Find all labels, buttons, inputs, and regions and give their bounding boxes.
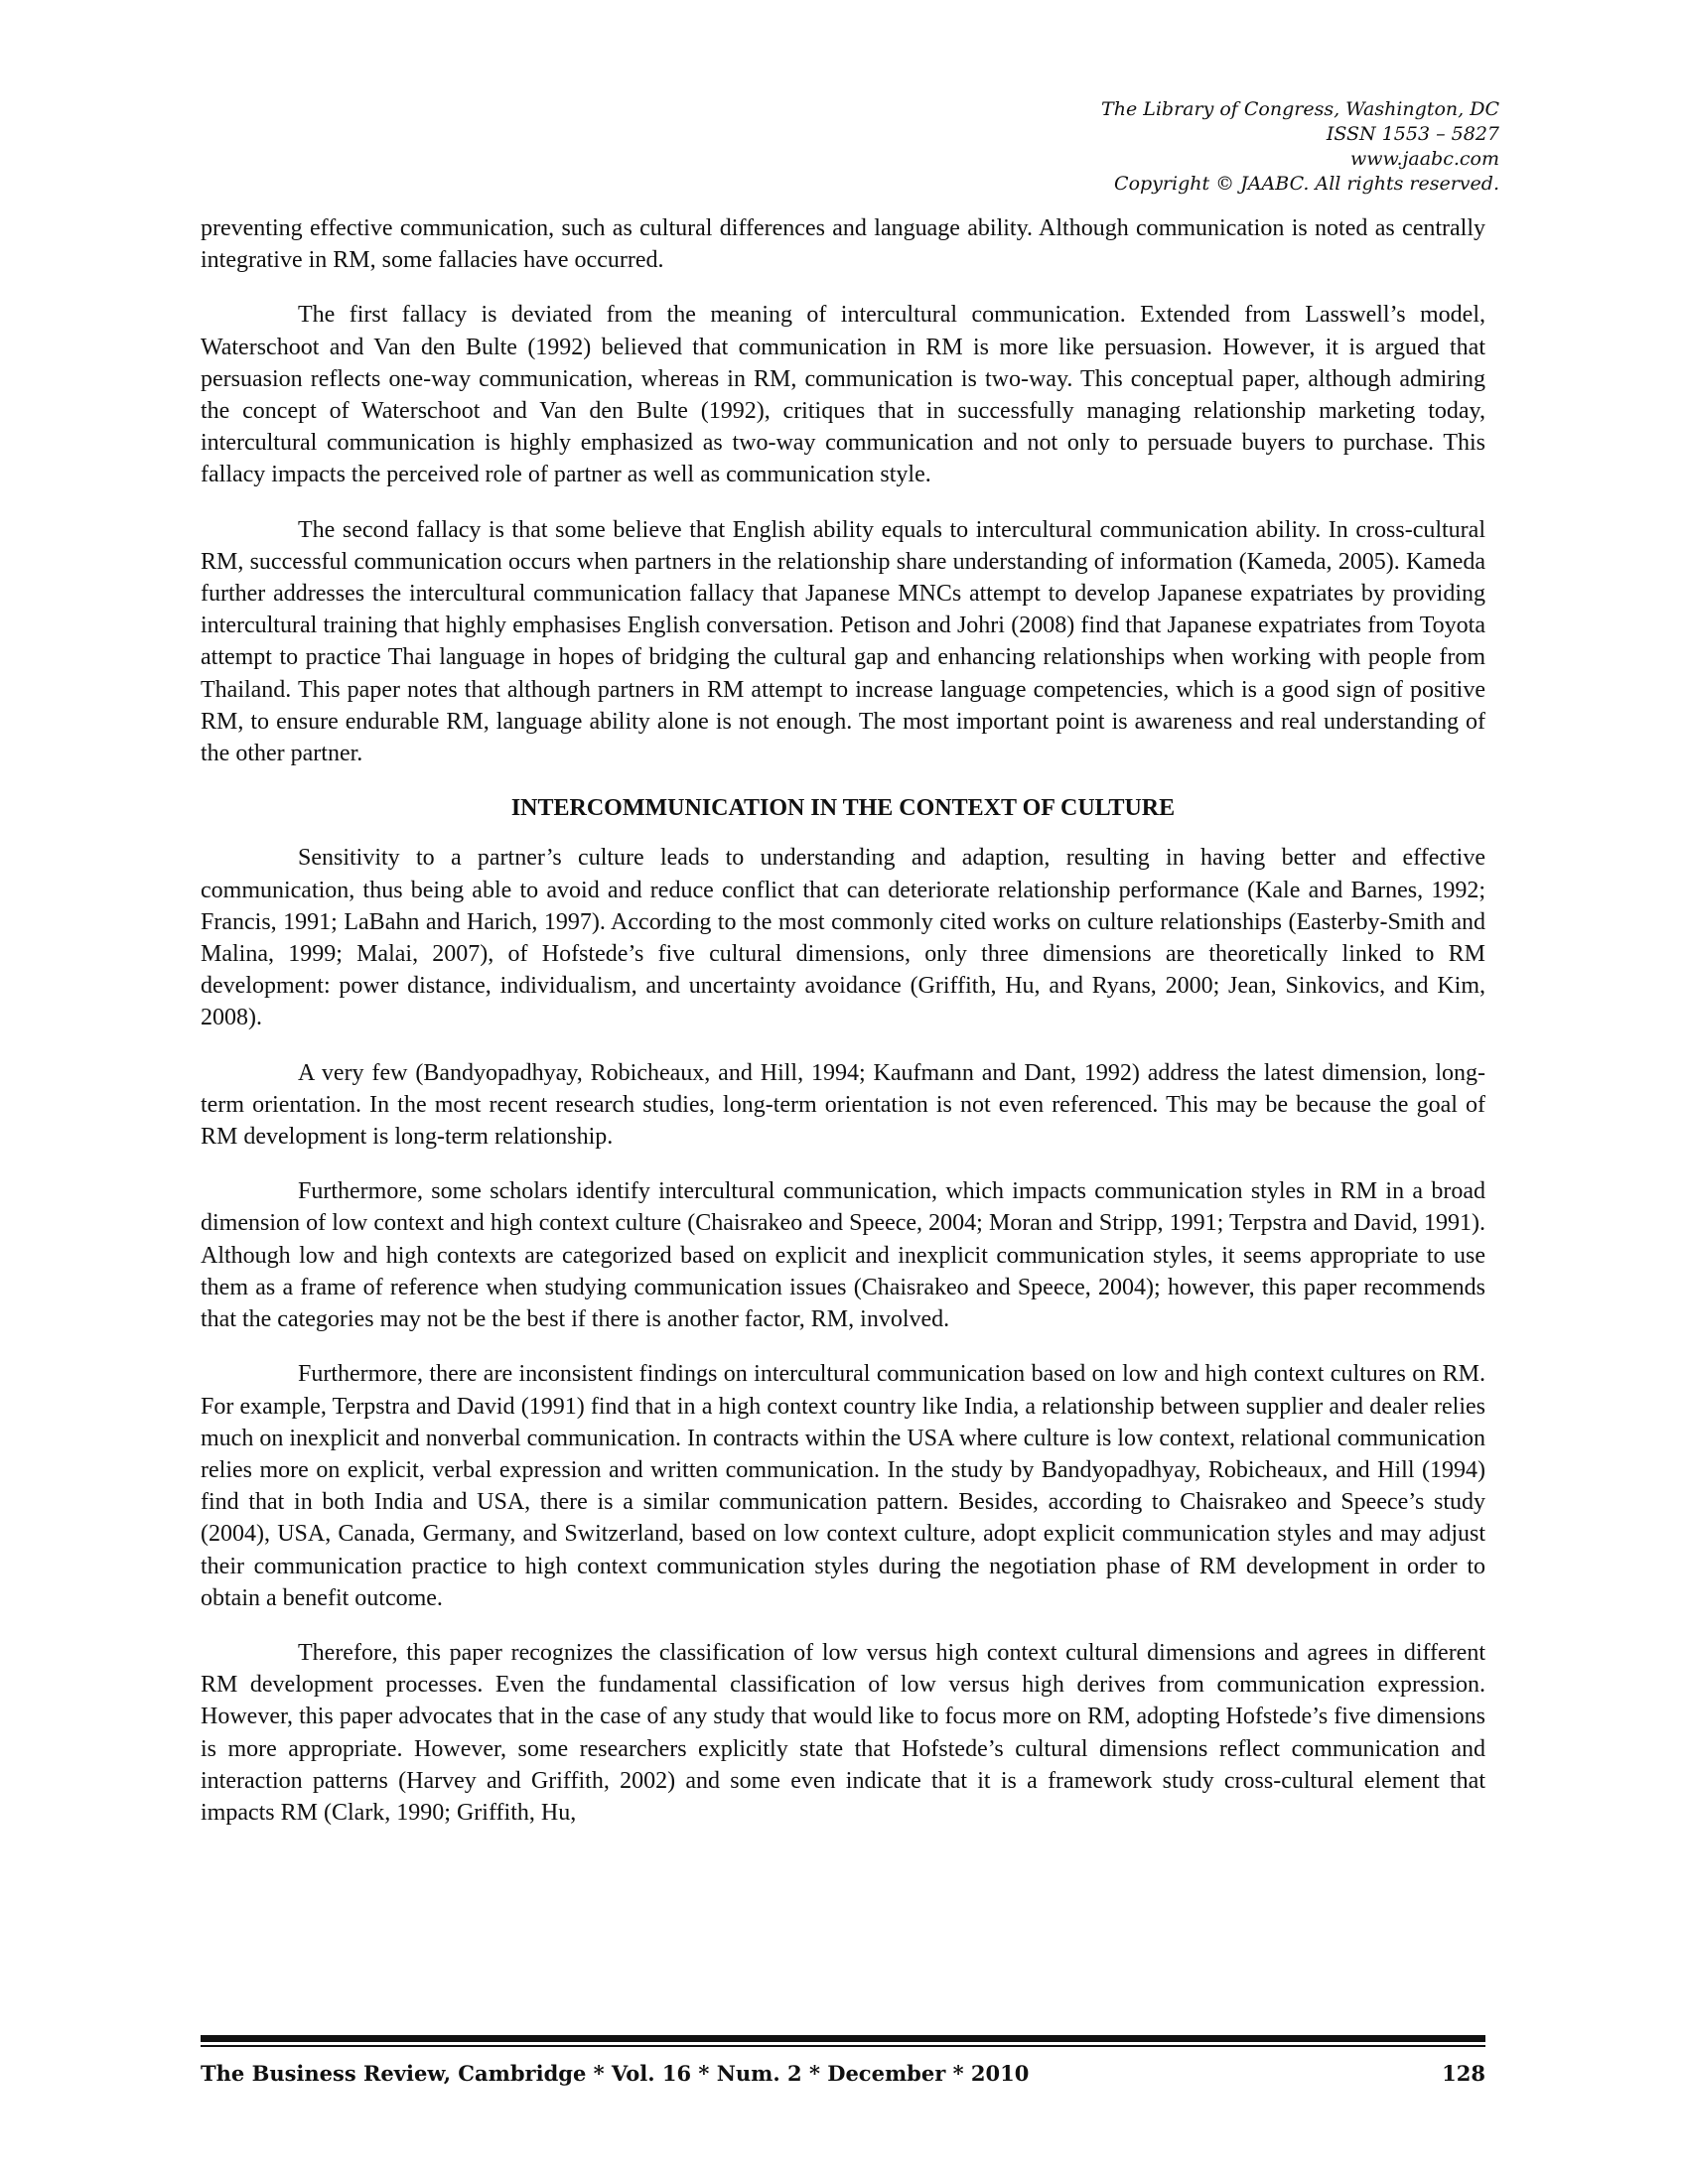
paragraph-context-culture: Furthermore, some scholars identify intercultural communication, which impacts communication styles in RM in a broad dimension of low context and high context culture (Chaisrakeo and Speece, 2004; Moran and Stripp, 1991; Terpstra and David, 1991). Although low and high contexts are categorized based on explicit and inexplicit communication styles, it seems appropriate to use them as a frame of reference when studying communication issues (Chaisrakeo and Speece, 2004); however, this paper recommends that the categories may not be the best if there is another factor, RM, involved.	[201, 1178, 1485, 1333]
paragraph-first-fallacy: The first fallacy is deviated from the meaning of intercultural communication. Extended from Lasswell’s model, Waterschoot and Van den Bulte (1992) believed that communication in RM is more like persuasion. However, it is argued that persuasion reflects one-way communication, whereas in RM, communication is two-way. This conceptual paper, although admiring the concept of Waterschoot and Van den Bulte (1992), critiques that in successfully managing relationship marketing today, intercultural communication is highly emphasized as two-way communication and not only to persuade buyers to purchase. This fallacy impacts the perceived role of partner as well as communication style.	[201, 302, 1485, 488]
paragraph-inconsistent-findings: Furthermore, there are inconsistent findings on intercultural communication based on low and high context cultures on RM. For example, Terpstra and David (1991) find that in a high context country like India, a relationship between supplier and dealer relies much on inexplicit and nonverbal communication. In contracts within the USA where culture is low context, relational communication relies more on explicit, verbal expression and written communication. In the study by Bandyopadhyay, Robicheaux, and Hill (1994) find that in both India and USA, there is a similar communication pattern. Besides, according to Chaisrakeo and Speece’s study (2004), USA, Canada, Germany, and Switzerland, based on low context culture, adopt explicit communication styles and may adjust their communication practice to high context communication styles during the negotiation phase of RM development in order to obtain a benefit outcome.	[201, 1361, 1485, 1611]
journal-masthead	[804, 97, 1499, 197]
masthead-issn: ISSN 1553 – 5827	[1326, 123, 1499, 145]
paragraph-second-fallacy: The second fallacy is that some believe that English ability equals to intercultural communication ability. In cross-cultural RM, successful communication occurs when partners in the relationship share understanding of information (Kameda, 2005). Kameda further addresses the intercultural communication fallacy that Japanese MNCs attempt to develop Japanese expatriates by providing intercultural training that highly emphasises English conversation. Petison and Johri (2008) find that Japanese expatriates from Toyota attempt to practice Thai language in hopes of bridging the cultural gap and enhancing relationships when working with people from Thailand. This paper notes that although partners in RM attempt to increase language competencies, which is a good sign of positive RM, to ensure endurable RM, language ability alone is not enough. The most important point is awareness and real understanding of the other partner.	[201, 516, 1485, 767]
article-body	[201, 212, 1485, 1851]
masthead-publisher: The Library of Congress, Washington, DC	[1101, 98, 1499, 120]
masthead-website: www.jaabc.com	[1349, 148, 1499, 170]
section-heading: INTERCOMMUNICATION IN THE CONTEXT OF CULTURE	[510, 795, 1176, 822]
page-footer	[201, 2061, 1485, 2091]
page-number: 128	[1442, 2061, 1485, 2086]
footer-rule-thick	[201, 2035, 1485, 2042]
paragraph-long-term-orientation: A very few (Bandyopadhyay, Robicheaux, and Hill, 1994; Kaufmann and Dant, 1992) address the latest dimension, long-term orientation. In the most recent research studies, long-term orientation is not even referenced. This may be because the goal of RM development is long-term relationship.	[201, 1059, 1485, 1151]
paragraph-conclusion: Therefore, this paper recognizes the classification of low versus high context cultural dimensions and agrees in different RM development processes. Even the fundamental classification of low versus high derives from communication expression. However, this paper advocates that in the case of any study that would like to focus more on RM, adopting Hofstede’s five dimensions is more appropriate. However, some researchers explicitly state that Hofstede’s cultural dimensions reflect communication and interaction patterns (Harvey and Griffith, 2002) and some even indicate that it is a framework study cross-cultural element that impacts RM (Clark, 1990; Griffith, Hu,	[201, 1639, 1485, 1826]
paragraph-sensitivity: Sensitivity to a partner’s culture leads to understanding and adaption, resulting in having better and effective communication, thus being able to avoid and reduce conflict that can deteriorate relationship performance (Kale and Barnes, 1992; Francis, 1991; LaBahn and Harich, 1997). According to the most commonly cited works on culture relationships (Easterby-Smith and Malina, 1999; Malai, 2007), of Hofstede’s five cultural dimensions, only three dimensions are theoretically linked to RM development: power distance, individualism, and uncertainty avoidance (Griffith, Hu, and Ryans, 2000; Jean, Sinkovics, and Kim, 2008).	[201, 845, 1485, 1031]
footer-journal-citation: The Business Review, Cambridge * Vol. 16 * Num. 2 * December * 2010	[201, 2061, 1030, 2086]
footer-rule-thin	[201, 2045, 1485, 2047]
masthead-copyright: Copyright © JAABC. All rights reserved.	[1114, 173, 1499, 195]
paragraph-continued: preventing effective communication, such as cultural differences and language ability. Although communication is noted as centrally integrative in RM, some fallacies have occurred.	[201, 215, 1485, 274]
